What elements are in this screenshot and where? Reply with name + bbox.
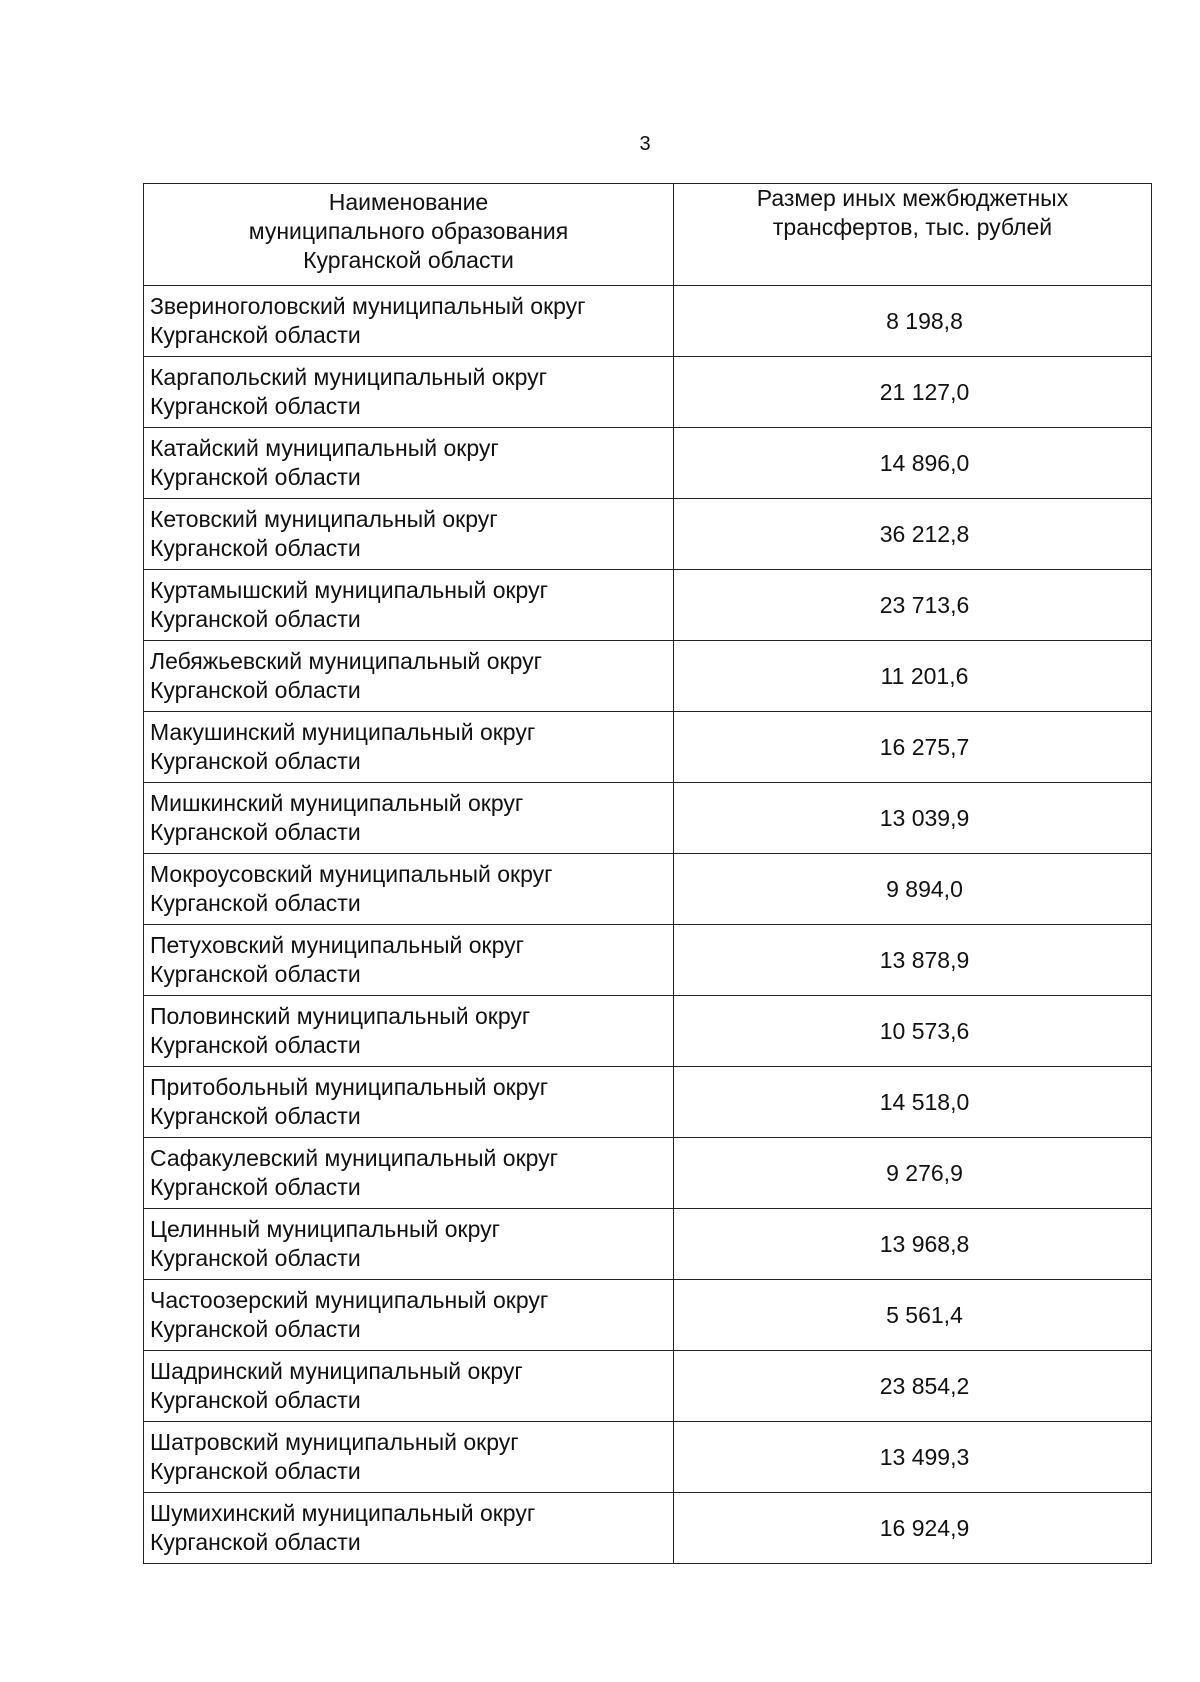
municipality-name: Шатровский муниципальный округ xyxy=(150,1429,519,1455)
municipality-region: Курганской области xyxy=(150,819,361,845)
table-row xyxy=(144,925,1152,996)
municipality-name: Частоозерский муниципальный округ xyxy=(150,1287,549,1313)
table-row xyxy=(144,357,1152,428)
municipality-name: Половинский муниципальный округ xyxy=(150,1003,531,1029)
table-header-row xyxy=(144,184,1152,286)
transfer-amount: 21 127,0 xyxy=(674,357,1152,428)
municipality-name: Сафакулевский муниципальный округ xyxy=(150,1145,559,1171)
table-row xyxy=(144,1422,1152,1493)
table-row xyxy=(144,570,1152,641)
municipality-name: Шумихинский муниципальный округ xyxy=(150,1500,536,1526)
transfer-amount: 23 713,6 xyxy=(674,570,1152,641)
table-row xyxy=(144,996,1152,1067)
municipality-region: Курганской области xyxy=(150,1316,361,1342)
header-amount xyxy=(674,184,1152,286)
transfer-amount: 16 924,9 xyxy=(674,1493,1152,1564)
table-row xyxy=(144,428,1152,499)
transfer-amount: 13 968,8 xyxy=(674,1209,1152,1280)
municipality-name: Катайский муниципальный округ xyxy=(150,435,499,461)
header-municipality-line: Курганской области xyxy=(303,247,514,273)
municipality-cell xyxy=(144,925,674,996)
table-row xyxy=(144,499,1152,570)
municipality-name: Звериноголовский муниципальный округ xyxy=(150,293,586,319)
table-row xyxy=(144,1280,1152,1351)
municipality-name: Мишкинский муниципальный округ xyxy=(150,790,524,816)
header-amount-line: трансфертов, тыс. рублей xyxy=(772,214,1053,240)
municipality-region: Курганской области xyxy=(150,748,361,774)
table-row xyxy=(144,1351,1152,1422)
municipality-name: Мокроусовский муниципальный округ xyxy=(150,861,553,887)
municipality-cell xyxy=(144,712,674,783)
municipality-cell xyxy=(144,428,674,499)
transfer-amount: 8 198,8 xyxy=(674,286,1152,357)
municipality-region: Курганской области xyxy=(150,322,361,348)
municipality-region: Курганской области xyxy=(150,393,361,419)
transfer-amount: 9 894,0 xyxy=(674,854,1152,925)
municipality-name: Куртамышский муниципальный округ xyxy=(150,577,548,603)
transfer-amount: 16 275,7 xyxy=(674,712,1152,783)
municipality-name: Каргапольский муниципальный округ xyxy=(150,364,547,390)
municipality-region: Курганской области xyxy=(150,1458,361,1484)
municipality-region: Курганской области xyxy=(150,961,361,987)
municipality-name: Шадринский муниципальный округ xyxy=(150,1358,523,1384)
table-row xyxy=(144,286,1152,357)
municipality-region: Курганской области xyxy=(150,606,361,632)
municipality-cell xyxy=(144,641,674,712)
table-row xyxy=(144,854,1152,925)
municipality-cell xyxy=(144,357,674,428)
municipality-name: Макушинский муниципальный округ xyxy=(150,719,536,745)
transfer-amount: 13 499,3 xyxy=(674,1422,1152,1493)
municipality-region: Курганской области xyxy=(150,1174,361,1200)
municipality-cell xyxy=(144,1138,674,1209)
municipality-region: Курганской области xyxy=(150,677,361,703)
municipality-cell xyxy=(144,783,674,854)
transfer-amount: 9 276,9 xyxy=(674,1138,1152,1209)
header-amount-line: Размер иных межбюджетных xyxy=(756,185,1069,211)
transfer-amount: 14 896,0 xyxy=(674,428,1152,499)
transfer-amount: 36 212,8 xyxy=(674,499,1152,570)
table-row xyxy=(144,783,1152,854)
transfer-amount: 13 878,9 xyxy=(674,925,1152,996)
header-municipality-line: муниципального образования xyxy=(248,218,569,244)
transfer-amount: 11 201,6 xyxy=(674,641,1152,712)
table-row xyxy=(144,641,1152,712)
header-municipality xyxy=(144,184,674,286)
municipality-cell xyxy=(144,499,674,570)
municipality-name: Целинный муниципальный округ xyxy=(150,1216,501,1242)
municipality-cell xyxy=(144,1422,674,1493)
header-municipality-line: Наименование xyxy=(328,189,489,215)
municipality-cell xyxy=(144,1351,674,1422)
municipality-name: Лебяжьевский муниципальный округ xyxy=(150,648,543,674)
municipality-region: Курганской области xyxy=(150,1103,361,1129)
municipality-cell xyxy=(144,1067,674,1138)
municipality-cell xyxy=(144,1209,674,1280)
municipality-region: Курганской области xyxy=(150,1032,361,1058)
table-row xyxy=(144,1067,1152,1138)
municipality-name: Притобольный муниципальный округ xyxy=(150,1074,549,1100)
table-row xyxy=(144,1138,1152,1209)
municipality-name: Петуховский муниципальный округ xyxy=(150,932,525,958)
transfer-amount: 13 039,9 xyxy=(674,783,1152,854)
municipality-cell xyxy=(144,854,674,925)
municipality-name: Кетовский муниципальный округ xyxy=(150,506,498,532)
municipality-cell xyxy=(144,570,674,641)
transfer-amount: 10 573,6 xyxy=(674,996,1152,1067)
transfer-amount: 14 518,0 xyxy=(674,1067,1152,1138)
municipality-region: Курганской области xyxy=(150,464,361,490)
transfer-amount: 5 561,4 xyxy=(674,1280,1152,1351)
municipality-cell xyxy=(144,1280,674,1351)
table-row xyxy=(144,1209,1152,1280)
municipality-region: Курганской области xyxy=(150,890,361,916)
page-number: 3 xyxy=(639,133,651,155)
municipality-region: Курганской области xyxy=(150,1529,361,1555)
transfer-amount: 23 854,2 xyxy=(674,1351,1152,1422)
transfers-table xyxy=(143,183,1152,1564)
municipality-cell xyxy=(144,286,674,357)
table-body xyxy=(144,286,1152,1564)
municipality-cell xyxy=(144,1493,674,1564)
municipality-region: Курганской области xyxy=(150,1387,361,1413)
municipality-region: Курганской области xyxy=(150,1245,361,1271)
table-row xyxy=(144,1493,1152,1564)
municipality-region: Курганской области xyxy=(150,535,361,561)
municipality-cell xyxy=(144,996,674,1067)
table-row xyxy=(144,712,1152,783)
